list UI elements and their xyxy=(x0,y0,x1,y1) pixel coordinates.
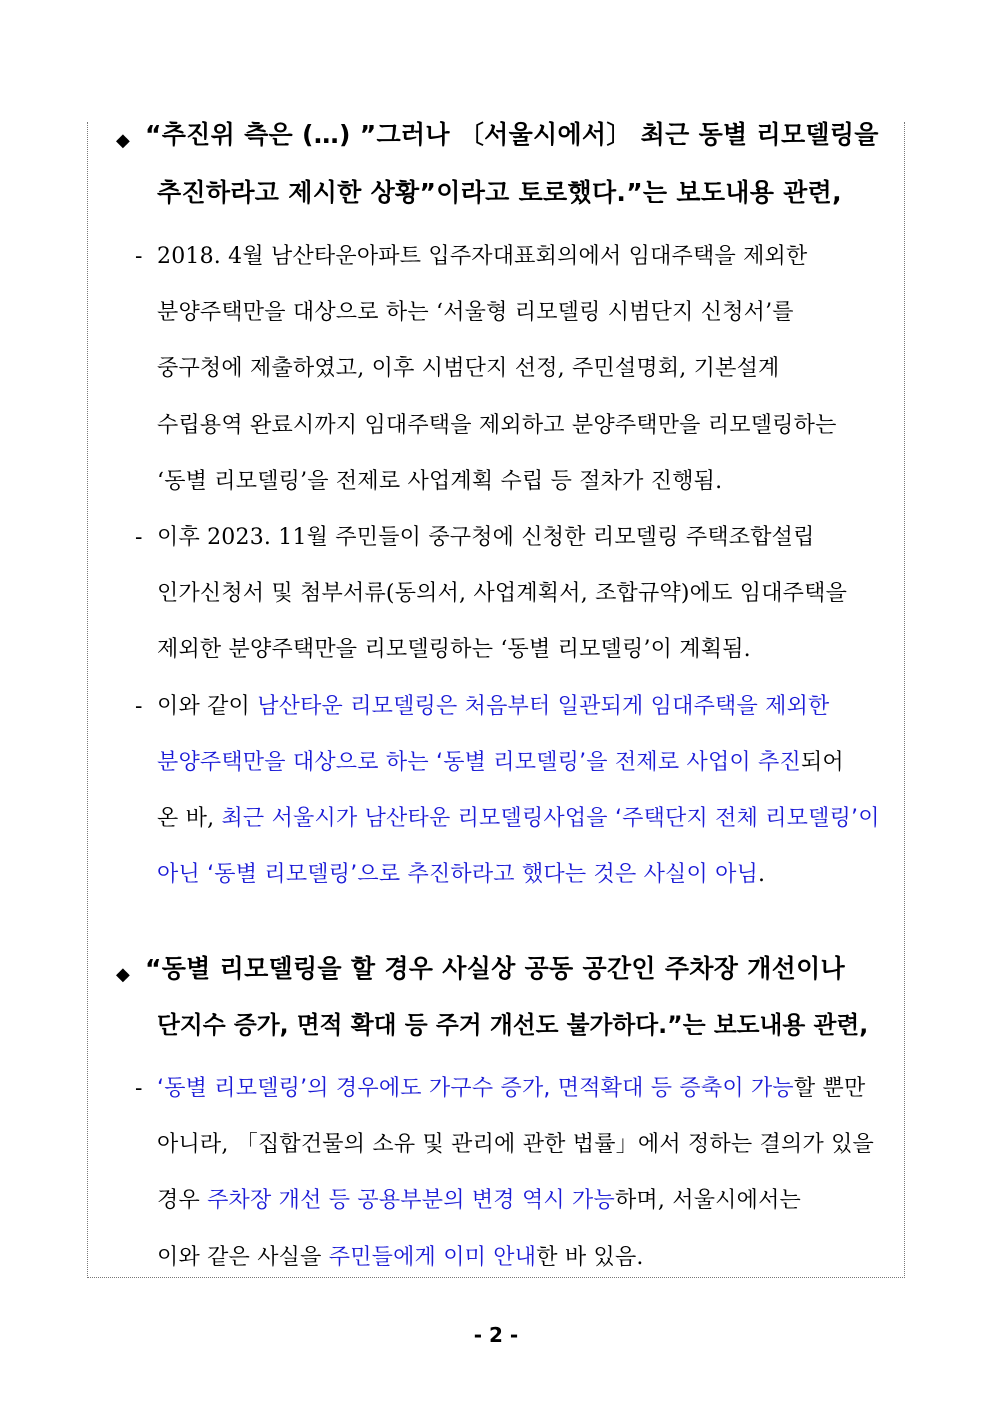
emphasis-text: 주민들에게 이미 안내 xyxy=(328,1244,537,1270)
section-bullet-icon: ◆ xyxy=(116,964,130,985)
plain-text: 한 바 있음. xyxy=(536,1244,644,1270)
body-text-line xyxy=(157,358,780,380)
plain-text: 수립용역 완료시까지 임대주택을 제외하고 분양주택만을 리모델링하는 xyxy=(157,412,837,438)
body-text-line xyxy=(157,468,723,494)
body-text-line xyxy=(157,527,815,549)
emphasis-text: 아닌 ‘동별 리모델링’으로 추진하라고 했다는 것은 사실이 아님 xyxy=(157,862,759,888)
body-text-line xyxy=(157,808,880,830)
list-dash-icon: - xyxy=(135,1076,143,1101)
body-text-line xyxy=(157,1244,644,1270)
body-text-line xyxy=(157,412,837,438)
section-bullet-icon: ◆ xyxy=(116,130,130,151)
plain-text: 하며, 서울시에서는 xyxy=(614,1188,801,1214)
body-text-line xyxy=(157,583,847,605)
list-dash-icon: - xyxy=(135,693,143,719)
plain-text: ‘동별 리모델링’을 전제로 사업계획 수립 등 절차가 진행됨. xyxy=(157,468,723,494)
body-text-line xyxy=(157,1190,801,1212)
emphasis-text: 분양주택만을 대상으로 하는 ‘동별 리모델링’을 전제로 사업이 추진 xyxy=(157,749,801,775)
plain-text: 이와 같은 사실을 xyxy=(157,1244,329,1270)
list-dash-icon: - xyxy=(135,525,143,550)
body-text-line xyxy=(157,864,765,886)
emphasis-text: 주차장 개선 등 공용부분의 변경 역시 가능 xyxy=(207,1188,615,1214)
plain-text: 분양주택만을 대상으로 하는 ‘서울형 리모델링 시범단지 신청서’를 xyxy=(157,300,794,326)
plain-text: 중구청에 제출하였고, 이후 시범단지 선정, 주민설명회, 기본설계 xyxy=(157,356,780,382)
plain-text: 되어 xyxy=(800,749,844,775)
page-number: - 2 - xyxy=(473,1323,519,1347)
section-heading-line: “동별 리모델링을 할 경우 사실상 공동 공간인 주차장 개선이나 xyxy=(145,954,846,983)
plain-text: 이와 같이 xyxy=(157,693,258,719)
section-heading-line: 단지수 증가, 면적 확대 등 주거 개선도 불가하다.”는 보도내용 관련, xyxy=(157,1011,869,1039)
body-text-line xyxy=(157,1134,874,1156)
plain-text: 아니라, 「집합건물의 소유 및 관리에 관한 법률」에서 정하는 결의가 있을 xyxy=(157,1132,874,1158)
section-heading-line: “추진위 측은 (…) ”그러나 〔서울시에서〕 최근 동별 리모델링을 xyxy=(145,120,879,149)
emphasis-text: ‘동별 리모델링’의 경우에도 가구수 증가, 면적확대 등 증축이 가능 xyxy=(157,1076,794,1101)
body-text-line xyxy=(157,639,751,661)
section-heading-line: 추진하라고 제시한 상황”이라고 토로했다.”는 보도내용 관련, xyxy=(157,178,842,207)
plain-text: 이후 2023. 11월 주민들이 중구청에 신청한 리모델링 주택조합설립 xyxy=(157,525,815,550)
emphasis-text: 남산타운 리모델링은 처음부터 일관되게 임대주택을 제외한 xyxy=(257,693,830,719)
body-text-line xyxy=(157,302,794,324)
body-text-line xyxy=(157,749,844,775)
plain-text: 할 뿐만 xyxy=(793,1076,866,1101)
plain-text: 경우 xyxy=(157,1188,208,1214)
emphasis-text: 최근 서울시가 남산타운 리모델링사업을 ‘주택단지 전체 리모델링’이 xyxy=(221,806,880,831)
list-dash-icon: - xyxy=(135,244,143,269)
body-text-line xyxy=(157,693,830,719)
plain-text: 2018. 4월 남산타운아파트 입주자대표회의에서 임대주택을 제외한 xyxy=(157,244,808,269)
plain-text: 인가신청서 및 첨부서류(동의서, 사업계획서, 조합규약)에도 임대주택을 xyxy=(157,581,848,607)
plain-text: . xyxy=(758,862,766,888)
body-text-line xyxy=(157,1078,865,1100)
body-text-line xyxy=(157,246,807,268)
plain-text: 제외한 분양주택만을 리모델링하는 ‘동별 리모델링’이 계획됨. xyxy=(157,637,751,663)
plain-text: 온 바, xyxy=(157,806,222,831)
